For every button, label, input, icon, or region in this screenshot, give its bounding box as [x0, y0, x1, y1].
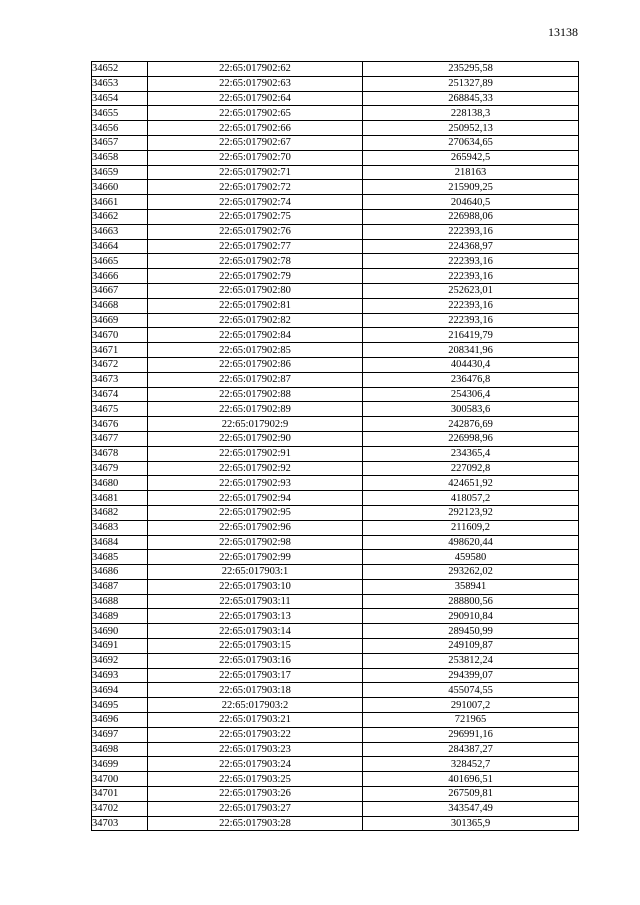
value-cell: 288800,56 — [363, 594, 579, 609]
value-cell: 226998,96 — [363, 431, 579, 446]
cadastral-number-cell: 22:65:017902:63 — [148, 76, 363, 91]
cadastral-number-cell: 22:65:017903:25 — [148, 772, 363, 787]
row-number-cell: 34683 — [92, 520, 148, 535]
cadastral-number-cell: 22:65:017903:13 — [148, 609, 363, 624]
value-cell: 296991,16 — [363, 727, 579, 742]
table-row — [92, 565, 579, 580]
table-row — [92, 624, 579, 639]
table-row — [92, 283, 579, 298]
cadastral-number-cell: 22:65:017903:16 — [148, 653, 363, 668]
value-cell: 204640,5 — [363, 195, 579, 210]
page-number: 13138 — [548, 25, 578, 39]
table-row — [92, 520, 579, 535]
table-row — [92, 135, 579, 150]
cadastral-number-cell: 22:65:017903:1 — [148, 565, 363, 580]
row-number-cell: 34671 — [92, 343, 148, 358]
value-cell: 284387,27 — [363, 742, 579, 757]
table-row — [92, 505, 579, 520]
cadastral-number-cell: 22:65:017902:82 — [148, 313, 363, 328]
value-cell: 289450,99 — [363, 624, 579, 639]
table-row — [92, 772, 579, 787]
row-number-cell: 34663 — [92, 224, 148, 239]
value-cell: 218163 — [363, 165, 579, 180]
value-cell: 249109,87 — [363, 639, 579, 654]
cadastral-number-cell: 22:65:017902:77 — [148, 239, 363, 254]
row-number-cell: 34665 — [92, 254, 148, 269]
row-number-cell: 34679 — [92, 461, 148, 476]
cadastral-number-cell: 22:65:017902:87 — [148, 372, 363, 387]
value-cell: 459580 — [363, 550, 579, 565]
table-row — [92, 76, 579, 91]
cadastral-number-cell: 22:65:017902:95 — [148, 505, 363, 520]
row-number-cell: 34667 — [92, 283, 148, 298]
table-row — [92, 446, 579, 461]
row-number-cell: 34686 — [92, 565, 148, 580]
cadastral-number-cell: 22:65:017902:84 — [148, 328, 363, 343]
cadastral-number-cell: 22:65:017902:79 — [148, 269, 363, 284]
cadastral-number-cell: 22:65:017902:96 — [148, 520, 363, 535]
row-number-cell: 34687 — [92, 579, 148, 594]
row-number-cell: 34692 — [92, 653, 148, 668]
value-cell: 253812,24 — [363, 653, 579, 668]
table-row — [92, 683, 579, 698]
row-number-cell: 34700 — [92, 772, 148, 787]
table-row — [92, 816, 579, 831]
row-number-cell: 34674 — [92, 387, 148, 402]
row-number-cell: 34668 — [92, 298, 148, 313]
cadastral-number-cell: 22:65:017902:70 — [148, 150, 363, 165]
table-row — [92, 594, 579, 609]
row-number-cell: 34685 — [92, 550, 148, 565]
cadastral-number-cell: 22:65:017902:78 — [148, 254, 363, 269]
value-cell: 290910,84 — [363, 609, 579, 624]
cadastral-number-cell: 22:65:017902:81 — [148, 298, 363, 313]
table-row — [92, 343, 579, 358]
table-body — [92, 62, 579, 831]
cadastral-number-cell: 22:65:017902:88 — [148, 387, 363, 402]
row-number-cell: 34652 — [92, 62, 148, 77]
row-number-cell: 34699 — [92, 757, 148, 772]
row-number-cell: 34658 — [92, 150, 148, 165]
cadastral-number-cell: 22:65:017903:2 — [148, 698, 363, 713]
table-row — [92, 239, 579, 254]
value-cell: 242876,69 — [363, 417, 579, 432]
table-row — [92, 550, 579, 565]
cadastral-number-cell: 22:65:017902:80 — [148, 283, 363, 298]
value-cell: 343547,49 — [363, 801, 579, 816]
row-number-cell: 34684 — [92, 535, 148, 550]
cadastral-number-cell: 22:65:017903:10 — [148, 579, 363, 594]
table-row — [92, 639, 579, 654]
value-cell: 227092,8 — [363, 461, 579, 476]
cadastral-number-cell: 22:65:017903:11 — [148, 594, 363, 609]
table-row — [92, 535, 579, 550]
value-cell: 291007,2 — [363, 698, 579, 713]
value-cell: 222393,16 — [363, 254, 579, 269]
row-number-cell: 34662 — [92, 209, 148, 224]
row-number-cell: 34681 — [92, 491, 148, 506]
value-cell: 216419,79 — [363, 328, 579, 343]
cadastral-number-cell: 22:65:017902:76 — [148, 224, 363, 239]
value-cell: 222393,16 — [363, 298, 579, 313]
value-cell: 265942,5 — [363, 150, 579, 165]
value-cell: 251327,89 — [363, 76, 579, 91]
table-row — [92, 91, 579, 106]
cadastral-number-cell: 22:65:017902:71 — [148, 165, 363, 180]
cadastral-number-cell: 22:65:017902:66 — [148, 121, 363, 136]
row-number-cell: 34675 — [92, 402, 148, 417]
table-row — [92, 121, 579, 136]
row-number-cell: 34669 — [92, 313, 148, 328]
table-row — [92, 579, 579, 594]
row-number-cell: 34659 — [92, 165, 148, 180]
row-number-cell: 34688 — [92, 594, 148, 609]
value-cell: 294399,07 — [363, 668, 579, 683]
row-number-cell: 34656 — [92, 121, 148, 136]
cadastral-number-cell: 22:65:017903:18 — [148, 683, 363, 698]
table-row — [92, 106, 579, 121]
cadastral-number-cell: 22:65:017902:67 — [148, 135, 363, 150]
cadastral-number-cell: 22:65:017902:65 — [148, 106, 363, 121]
table-row — [92, 801, 579, 816]
value-cell: 300583,6 — [363, 402, 579, 417]
cadastral-number-cell: 22:65:017903:26 — [148, 787, 363, 802]
row-number-cell: 34664 — [92, 239, 148, 254]
cadastral-number-cell: 22:65:017902:99 — [148, 550, 363, 565]
value-cell: 301365,9 — [363, 816, 579, 831]
table-row — [92, 787, 579, 802]
cadastral-number-cell: 22:65:017902:74 — [148, 195, 363, 210]
value-cell: 455074,55 — [363, 683, 579, 698]
cadastral-number-cell: 22:65:017903:28 — [148, 816, 363, 831]
value-cell: 404430,4 — [363, 357, 579, 372]
row-number-cell: 34695 — [92, 698, 148, 713]
value-cell: 228138,3 — [363, 106, 579, 121]
value-cell: 401696,51 — [363, 772, 579, 787]
table-row — [92, 372, 579, 387]
value-cell: 293262,02 — [363, 565, 579, 580]
value-cell: 234365,4 — [363, 446, 579, 461]
row-number-cell: 34666 — [92, 269, 148, 284]
row-number-cell: 34676 — [92, 417, 148, 432]
row-number-cell: 34680 — [92, 476, 148, 491]
row-number-cell: 34677 — [92, 431, 148, 446]
table-row — [92, 224, 579, 239]
value-cell: 215909,25 — [363, 180, 579, 195]
cadastral-number-cell: 22:65:017902:9 — [148, 417, 363, 432]
value-cell: 418057,2 — [363, 491, 579, 506]
cadastral-number-cell: 22:65:017902:72 — [148, 180, 363, 195]
row-number-cell: 34657 — [92, 135, 148, 150]
table-row — [92, 727, 579, 742]
cadastral-number-cell: 22:65:017902:94 — [148, 491, 363, 506]
row-number-cell: 34654 — [92, 91, 148, 106]
table-row — [92, 431, 579, 446]
cadastral-number-cell: 22:65:017902:85 — [148, 343, 363, 358]
cadastral-number-cell: 22:65:017903:22 — [148, 727, 363, 742]
value-cell: 292123,92 — [363, 505, 579, 520]
table-row — [92, 195, 579, 210]
table-row — [92, 165, 579, 180]
cadastral-number-cell: 22:65:017903:15 — [148, 639, 363, 654]
table-row — [92, 713, 579, 728]
value-cell: 358941 — [363, 579, 579, 594]
row-number-cell: 34696 — [92, 713, 148, 728]
row-number-cell: 34653 — [92, 76, 148, 91]
cadastral-number-cell: 22:65:017902:89 — [148, 402, 363, 417]
cadastral-number-cell: 22:65:017902:90 — [148, 431, 363, 446]
row-number-cell: 34698 — [92, 742, 148, 757]
table-row — [92, 298, 579, 313]
cadastral-number-cell: 22:65:017903:23 — [148, 742, 363, 757]
value-cell: 328452,7 — [363, 757, 579, 772]
value-cell: 224368,97 — [363, 239, 579, 254]
table-row — [92, 180, 579, 195]
table-row — [92, 313, 579, 328]
row-number-cell: 34661 — [92, 195, 148, 210]
table-row — [92, 417, 579, 432]
table-row — [92, 62, 579, 77]
value-cell: 222393,16 — [363, 313, 579, 328]
value-cell: 254306,4 — [363, 387, 579, 402]
cadastral-number-cell: 22:65:017902:92 — [148, 461, 363, 476]
value-cell: 222393,16 — [363, 269, 579, 284]
table-row — [92, 269, 579, 284]
row-number-cell: 34702 — [92, 801, 148, 816]
cadastral-number-cell: 22:65:017902:91 — [148, 446, 363, 461]
row-number-cell: 34670 — [92, 328, 148, 343]
row-number-cell: 34690 — [92, 624, 148, 639]
value-cell: 211609,2 — [363, 520, 579, 535]
value-cell: 424651,92 — [363, 476, 579, 491]
row-number-cell: 34678 — [92, 446, 148, 461]
cadastral-value-table — [91, 61, 579, 831]
table-row — [92, 209, 579, 224]
value-cell: 252623,01 — [363, 283, 579, 298]
cadastral-number-cell: 22:65:017902:93 — [148, 476, 363, 491]
value-cell: 235295,58 — [363, 62, 579, 77]
row-number-cell: 34673 — [92, 372, 148, 387]
value-cell: 721965 — [363, 713, 579, 728]
table-row — [92, 150, 579, 165]
table-row — [92, 254, 579, 269]
cadastral-number-cell: 22:65:017902:64 — [148, 91, 363, 106]
table-row — [92, 757, 579, 772]
table-row — [92, 328, 579, 343]
cadastral-number-cell: 22:65:017902:75 — [148, 209, 363, 224]
cadastral-number-cell: 22:65:017902:62 — [148, 62, 363, 77]
row-number-cell: 34689 — [92, 609, 148, 624]
table-row — [92, 668, 579, 683]
cadastral-number-cell: 22:65:017903:21 — [148, 713, 363, 728]
table-row — [92, 698, 579, 713]
value-cell: 236476,8 — [363, 372, 579, 387]
table-row — [92, 387, 579, 402]
row-number-cell: 34682 — [92, 505, 148, 520]
value-cell: 208341,96 — [363, 343, 579, 358]
row-number-cell: 34660 — [92, 180, 148, 195]
value-cell: 268845,33 — [363, 91, 579, 106]
value-cell: 267509,81 — [363, 787, 579, 802]
value-cell: 270634,65 — [363, 135, 579, 150]
row-number-cell: 34697 — [92, 727, 148, 742]
table-row — [92, 609, 579, 624]
table-row — [92, 476, 579, 491]
table-row — [92, 742, 579, 757]
value-cell: 250952,13 — [363, 121, 579, 136]
cadastral-number-cell: 22:65:017903:24 — [148, 757, 363, 772]
value-cell: 222393,16 — [363, 224, 579, 239]
cadastral-number-cell: 22:65:017903:14 — [148, 624, 363, 639]
row-number-cell: 34694 — [92, 683, 148, 698]
row-number-cell: 34691 — [92, 639, 148, 654]
cadastral-number-cell: 22:65:017903:17 — [148, 668, 363, 683]
table-row — [92, 653, 579, 668]
row-number-cell: 34655 — [92, 106, 148, 121]
row-number-cell: 34701 — [92, 787, 148, 802]
value-cell: 498620,44 — [363, 535, 579, 550]
cadastral-number-cell: 22:65:017903:27 — [148, 801, 363, 816]
cadastral-number-cell: 22:65:017902:86 — [148, 357, 363, 372]
row-number-cell: 34672 — [92, 357, 148, 372]
table-row — [92, 402, 579, 417]
table-row — [92, 461, 579, 476]
table-row — [92, 357, 579, 372]
value-cell: 226988,06 — [363, 209, 579, 224]
row-number-cell: 34703 — [92, 816, 148, 831]
row-number-cell: 34693 — [92, 668, 148, 683]
cadastral-number-cell: 22:65:017902:98 — [148, 535, 363, 550]
table-row — [92, 491, 579, 506]
